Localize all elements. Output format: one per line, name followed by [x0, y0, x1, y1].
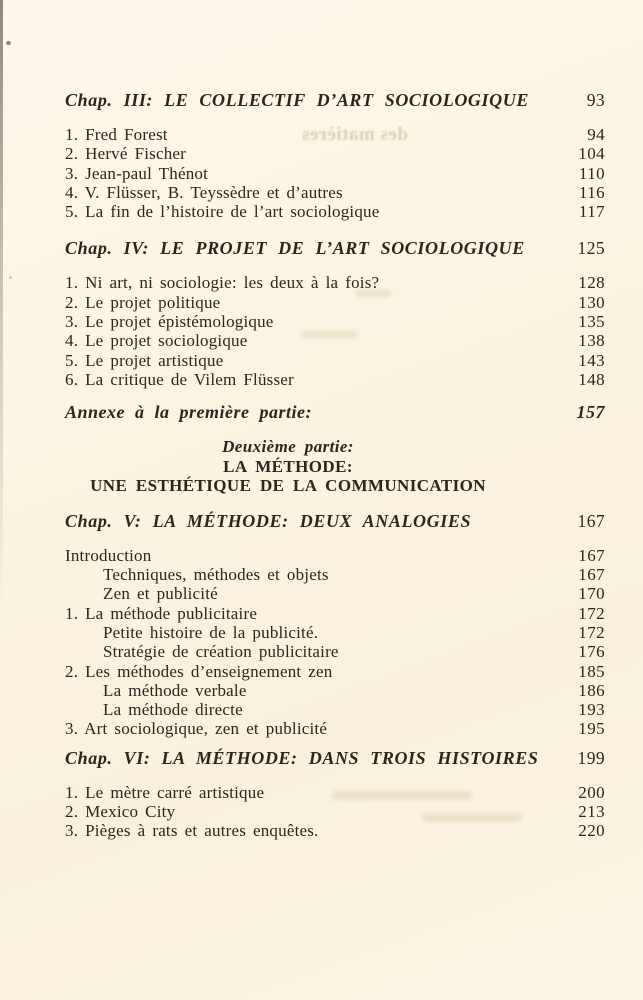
toc-entry — [65, 584, 605, 603]
toc-section-chapter-4 — [65, 236, 605, 389]
chapter-title: Chap. V: LA MÉTHODE: DEUX ANALOGIES — [65, 510, 472, 531]
entry-page-number: 185 — [578, 661, 605, 681]
toc-entry — [65, 293, 605, 312]
entry-label: 5. La fin de l’histoire de l’art sociologique — [65, 202, 380, 222]
entry-page-number: 116 — [578, 182, 605, 202]
table-of-contents-page — [65, 88, 605, 856]
entry-label: 2. Mexico City — [65, 802, 176, 822]
toc-entry — [65, 331, 605, 350]
toc-entry — [65, 662, 605, 681]
entry-page-number: 135 — [578, 312, 605, 332]
toc-entry — [65, 164, 605, 183]
entry-label: 2. Les méthodes d’enseignement zen — [65, 661, 333, 681]
chapter-title: Chap. VI: LA MÉTHODE: DANS TROIS HISTOIRES — [65, 747, 539, 768]
entry-label: 3. Art sociologique, zen et publicité — [65, 719, 328, 739]
chapter-title: Chap. IV: LE PROJET DE L’ART SOCIOLOGIQUE — [65, 238, 525, 259]
entry-label: 2. Hervé Fischer — [65, 144, 187, 164]
entry-label: 6. La critique de Vilem Flüsser — [65, 369, 294, 389]
entry-page-number: 213 — [578, 802, 605, 822]
entry-label: 3. Jean-paul Thénot — [65, 163, 209, 183]
scan-speck — [9, 276, 12, 279]
toc-entry — [65, 783, 605, 802]
part-kicker: Deuxième partie: — [222, 437, 354, 457]
toc-entry — [65, 312, 605, 331]
entry-page-number: 193 — [578, 700, 605, 720]
entry-label: 1. Ni art, ni sociologie: les deux à la fois? — [65, 273, 380, 293]
toc-entry — [65, 351, 605, 370]
toc-entry — [65, 719, 605, 738]
chapter-entries — [65, 546, 605, 739]
entry-label: Introduction — [65, 545, 152, 565]
entry-label: La méthode verbale — [103, 680, 247, 700]
entry-label: 4. Le projet sociologique — [65, 331, 248, 351]
toc-section-chapter-6 — [65, 746, 605, 841]
toc-entry — [65, 273, 605, 292]
entry-label: 5. Le projet artistique — [65, 350, 224, 370]
chapter-page-number: 93 — [586, 90, 605, 110]
toc-section-chapter-3 — [65, 88, 605, 221]
toc-entry — [65, 623, 605, 642]
toc-entry — [65, 565, 605, 584]
entry-page-number: 94 — [587, 125, 605, 144]
entry-label: 4. V. Flüsser, B. Teyssèdre et d’autres — [65, 182, 343, 202]
entry-label: 1. Fred Forest — [65, 125, 168, 144]
toc-entry — [65, 802, 605, 821]
entry-label: 3. Le projet épistémologique — [65, 312, 274, 332]
entry-page-number: 110 — [578, 163, 605, 183]
entry-page-number: 117 — [578, 202, 605, 222]
entry-page-number: 167 — [578, 545, 605, 565]
entry-label: La méthode directe — [103, 700, 243, 720]
entry-page-number: 176 — [578, 642, 605, 662]
chapter-page-number: 199 — [577, 747, 605, 768]
entry-label: 2. Le projet politique — [65, 292, 221, 312]
chapter-heading — [65, 88, 605, 112]
chapter-page-number: 125 — [577, 238, 605, 259]
entry-page-number: 138 — [578, 331, 605, 351]
toc-entry — [65, 125, 605, 144]
toc-entry — [65, 144, 605, 163]
toc-section-chapter-5 — [65, 509, 605, 739]
entry-label: Zen et publicité — [103, 584, 218, 604]
entry-page-number: 220 — [578, 821, 605, 841]
entry-page-number: 128 — [578, 273, 605, 293]
entry-label: Petite histoire de la publicité. — [103, 622, 319, 642]
entry-label: 1. La méthode publicitaire — [65, 603, 258, 623]
bleedthrough-text: des matières — [301, 124, 408, 145]
entry-page-number: 167 — [578, 565, 605, 585]
toc-entry — [65, 202, 605, 221]
entry-page-number: 195 — [578, 719, 605, 739]
entry-page-number: 172 — [578, 622, 605, 642]
entry-label: 1. Le mètre carré artistique — [65, 782, 265, 802]
chapter-entries — [65, 783, 605, 841]
entry-page-number: 172 — [578, 603, 605, 623]
entry-page-number: 170 — [578, 584, 605, 604]
scan-speck — [6, 41, 11, 45]
annexe-page-number: 157 — [576, 402, 605, 423]
toc-entry — [65, 821, 605, 840]
scan-binding-shadow — [0, 0, 3, 640]
toc-entry — [65, 681, 605, 700]
entry-page-number: 186 — [578, 680, 605, 700]
annexe-title: Annexe à la première partie: — [65, 402, 312, 423]
toc-entry — [65, 642, 605, 661]
entry-page-number: 104 — [578, 144, 605, 164]
entry-label: Techniques, méthodes et objets — [103, 565, 329, 585]
chapter-entries — [65, 125, 605, 221]
entry-page-number: 130 — [578, 292, 605, 312]
toc-entry — [65, 183, 605, 202]
annexe-row — [65, 400, 605, 424]
chapter-heading — [65, 746, 605, 770]
toc-entry — [65, 604, 605, 623]
entry-page-number: 200 — [578, 782, 605, 802]
entry-page-number: 143 — [578, 350, 605, 370]
entry-page-number: 148 — [578, 369, 605, 389]
part-title-line-1: LA MÉTHODE: — [223, 456, 353, 476]
chapter-heading — [65, 509, 605, 533]
entry-label: 3. Pièges à rats et autres enquêtes. — [65, 821, 319, 841]
entry-label: Stratégie de création publicitaire — [103, 642, 339, 662]
chapter-entries — [65, 273, 605, 389]
chapter-page-number: 167 — [577, 510, 605, 531]
part-title-line-2: UNE ESTHÉTIQUE DE LA COMMUNICATION — [90, 476, 486, 496]
toc-entry — [65, 700, 605, 719]
part-title-block — [65, 437, 511, 496]
toc-entry — [65, 546, 605, 565]
toc-entry — [65, 370, 605, 389]
chapter-title: Chap. III: LE COLLECTIF D’ART SOCIOLOGIQUE — [65, 90, 529, 110]
chapter-heading — [65, 236, 605, 260]
